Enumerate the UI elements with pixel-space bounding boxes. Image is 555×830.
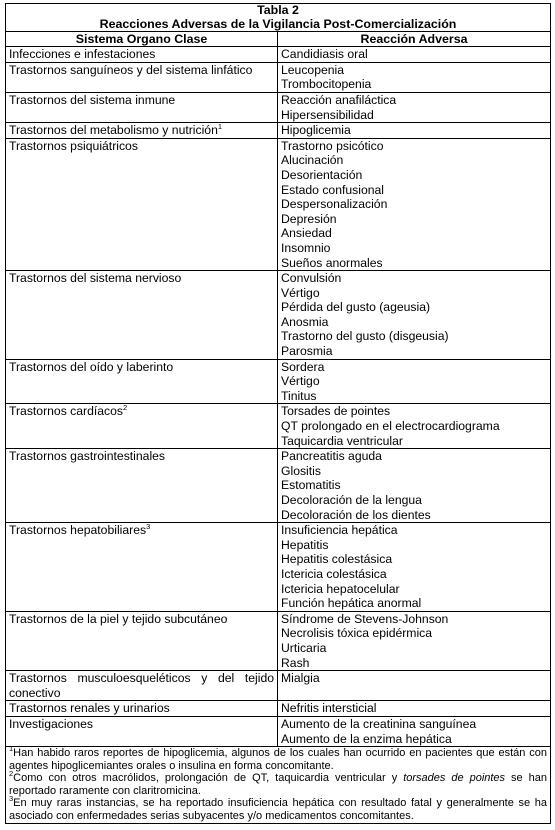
reaction-item: Vértigo bbox=[281, 285, 320, 300]
soc-cell bbox=[6, 716, 278, 746]
footnote-text: se han reportado raramente con claritromicina. bbox=[9, 772, 548, 797]
soc-label: Trastornos gastrointestinales bbox=[9, 449, 166, 464]
reaction-item: Insomnio bbox=[281, 240, 331, 255]
reaction-cell bbox=[278, 271, 551, 360]
table-number: Tabla 2 bbox=[257, 3, 299, 17]
reaction-item: Leucopenia bbox=[281, 62, 345, 77]
reaction-cell bbox=[278, 92, 551, 122]
table-row bbox=[6, 611, 551, 670]
table-row bbox=[6, 449, 551, 523]
soc-label: Trastornos psiquiátricos bbox=[9, 138, 138, 153]
footnote-italic-text: torsades de pointes bbox=[403, 772, 506, 785]
soc-cell bbox=[6, 92, 278, 122]
footnote-mark: 2 bbox=[9, 769, 14, 779]
reaction-item: Trombocitopenia bbox=[281, 77, 372, 92]
header-reaction: Reacción Adversa bbox=[278, 32, 551, 47]
reaction-cell bbox=[278, 671, 551, 701]
reaction-item: Anosmia bbox=[281, 314, 329, 329]
reaction-item: Depresión bbox=[281, 211, 337, 226]
soc-label: Trastornos del metabolismo y nutrición bbox=[9, 123, 218, 138]
soc-cell bbox=[6, 271, 278, 360]
soc-label: Infecciones e infestaciones bbox=[9, 47, 156, 62]
footnote bbox=[9, 794, 548, 823]
reaction-item: Trastorno del gusto (disgeusia) bbox=[281, 329, 449, 344]
footnote-text: Como con otros macrólidos, prolongación de QT, taquicardia ventricular y bbox=[13, 772, 404, 785]
reaction-item: Aumento de la enzima hepática bbox=[281, 731, 452, 746]
reaction-cell bbox=[278, 138, 551, 270]
reaction-item: Urticaria bbox=[281, 640, 327, 655]
reaction-cell bbox=[278, 611, 551, 670]
soc-label: Trastornos de la piel y tejido subcutáneo bbox=[9, 611, 228, 626]
reaction-item: Ictericia colestásica bbox=[281, 566, 387, 581]
soc-label: Trastornos del sistema nervioso bbox=[9, 271, 182, 286]
reaction-item: Torsades de pointes bbox=[281, 404, 391, 419]
reaction-item: Decoloración de la lengua bbox=[281, 493, 422, 507]
soc-cell bbox=[6, 404, 278, 449]
table-body bbox=[6, 47, 551, 747]
soc-cell bbox=[6, 701, 278, 717]
reaction-item: Pérdida del gusto (ageusia) bbox=[281, 300, 431, 315]
soc-label: Trastornos cardíacos bbox=[9, 404, 124, 419]
soc-cell bbox=[6, 611, 278, 670]
table-row bbox=[6, 359, 551, 404]
reaction-item: Rash bbox=[281, 655, 310, 670]
footnote-mark: 1 bbox=[9, 744, 14, 754]
reaction-item: Función hepática anormal bbox=[281, 596, 422, 611]
reaction-item: Candidiasis oral bbox=[281, 47, 368, 62]
table-row bbox=[6, 523, 551, 612]
reaction-item: Parosmia bbox=[281, 344, 333, 359]
reaction-cell bbox=[278, 359, 551, 404]
soc-cell bbox=[6, 62, 278, 92]
reaction-cell bbox=[278, 701, 551, 717]
reaction-item: Mialgia bbox=[281, 671, 320, 686]
reaction-item: Ictericia hepatocelular bbox=[281, 581, 400, 596]
reaction-item: Alucinación bbox=[281, 153, 344, 168]
reaction-item: QT prolongado en el electrocardiograma bbox=[281, 419, 500, 434]
reaction-item: Taquicardia ventricular bbox=[281, 433, 403, 448]
footnote-ref: 3 bbox=[146, 522, 151, 532]
adverse-reactions-table bbox=[5, 3, 551, 824]
reaction-item: Hipersensibilidad bbox=[281, 107, 374, 122]
reaction-cell bbox=[278, 449, 551, 523]
footnote-mark: 3 bbox=[9, 794, 14, 804]
soc-cell bbox=[6, 671, 278, 701]
reaction-item: Reacción anafiláctica bbox=[281, 92, 397, 107]
table-header-row bbox=[6, 32, 551, 47]
soc-cell bbox=[6, 138, 278, 270]
soc-label: Trastornos del sistema inmune bbox=[9, 92, 176, 107]
reaction-item: Estado confusional bbox=[281, 182, 384, 197]
table-row bbox=[6, 138, 551, 270]
table-row bbox=[6, 404, 551, 449]
soc-cell bbox=[6, 523, 278, 612]
table-row bbox=[6, 671, 551, 701]
table-row bbox=[6, 47, 551, 63]
reaction-item: Glositis bbox=[281, 463, 321, 478]
reaction-cell bbox=[278, 123, 551, 139]
reaction-cell bbox=[278, 62, 551, 92]
reaction-item: Vértigo bbox=[281, 374, 320, 389]
table-caption bbox=[6, 4, 551, 32]
reaction-item: Trastorno psicótico bbox=[281, 138, 384, 153]
table-row bbox=[6, 701, 551, 717]
soc-label: Trastornos musculoesqueléticos y del tejido conectivo bbox=[9, 671, 274, 700]
reaction-item: Síndrome de Stevens-Johnson bbox=[281, 611, 449, 626]
reaction-item: Aumento de la creatinina sanguínea bbox=[281, 716, 477, 731]
reaction-item: Pancreatitis aguda bbox=[281, 449, 382, 464]
reaction-item: Hepatitis colestásica bbox=[281, 552, 393, 567]
soc-label: Trastornos sanguíneos y del sistema linfático bbox=[9, 62, 253, 77]
reaction-cell bbox=[278, 404, 551, 449]
reaction-item: Estomatitis bbox=[281, 478, 341, 493]
reaction-cell bbox=[278, 716, 551, 746]
reaction-item: Convulsión bbox=[281, 271, 342, 286]
soc-label: Trastornos renales y urinarios bbox=[9, 701, 170, 716]
reaction-item: Insuficiencia hepática bbox=[281, 523, 398, 538]
reaction-item: Despersonalización bbox=[281, 197, 388, 212]
table-title: Reacciones Adversas de la Vigilancia Post-Comercialización bbox=[99, 16, 457, 31]
footnotes-row bbox=[6, 747, 551, 824]
soc-cell bbox=[6, 449, 278, 523]
header-soc: Sistema Organo Clase bbox=[6, 32, 278, 47]
table-row bbox=[6, 716, 551, 746]
footnote-ref: 1 bbox=[217, 122, 223, 132]
reaction-item: Sordera bbox=[281, 359, 325, 374]
reaction-item: Hipoglicemia bbox=[281, 123, 351, 138]
footnote-text: En muy raras instancias, se ha reportado insuficiencia hepática con resultado fatal y generalmente se ha asociado con enfermedades serias subyacentes y/o medicamentos concomitantes. bbox=[9, 797, 548, 823]
reaction-item: Tinitus bbox=[281, 388, 317, 403]
reaction-item: Decoloración de los dientes bbox=[281, 507, 431, 522]
reaction-item: Necrolisis tóxica epidérmica bbox=[281, 626, 433, 641]
soc-cell bbox=[6, 359, 278, 404]
footnote bbox=[9, 769, 548, 797]
footnotes bbox=[6, 744, 551, 824]
soc-label: Trastornos del oído y laberinto bbox=[9, 359, 174, 374]
reaction-item: Desorientación bbox=[281, 167, 363, 182]
soc-label: Investigaciones bbox=[9, 716, 94, 731]
reaction-item: Sueños anormales bbox=[281, 255, 383, 270]
reaction-item: Hepatitis bbox=[281, 537, 329, 552]
soc-cell bbox=[6, 123, 278, 139]
table-row bbox=[6, 271, 551, 360]
footnote-text: Han habido raros reportes de hipoglicemia, algunos de los cuales han ocurrido en pacientes que están con agentes hipoglicemiantes orales o insulina en forma concomitante. bbox=[9, 747, 548, 772]
reaction-cell bbox=[278, 47, 551, 63]
reaction-item: Ansiedad bbox=[281, 226, 332, 241]
table-row bbox=[6, 62, 551, 92]
table-caption-row bbox=[6, 4, 551, 32]
reaction-item: Nefritis intersticial bbox=[281, 701, 377, 716]
table-row bbox=[6, 123, 551, 139]
soc-cell bbox=[6, 47, 278, 63]
footnote-ref: 2 bbox=[123, 403, 128, 413]
table-row bbox=[6, 92, 551, 122]
soc-label: Trastornos hepatobiliares bbox=[9, 523, 147, 538]
reaction-cell bbox=[278, 523, 551, 612]
document-page bbox=[5, 3, 550, 824]
footnote bbox=[9, 744, 548, 772]
